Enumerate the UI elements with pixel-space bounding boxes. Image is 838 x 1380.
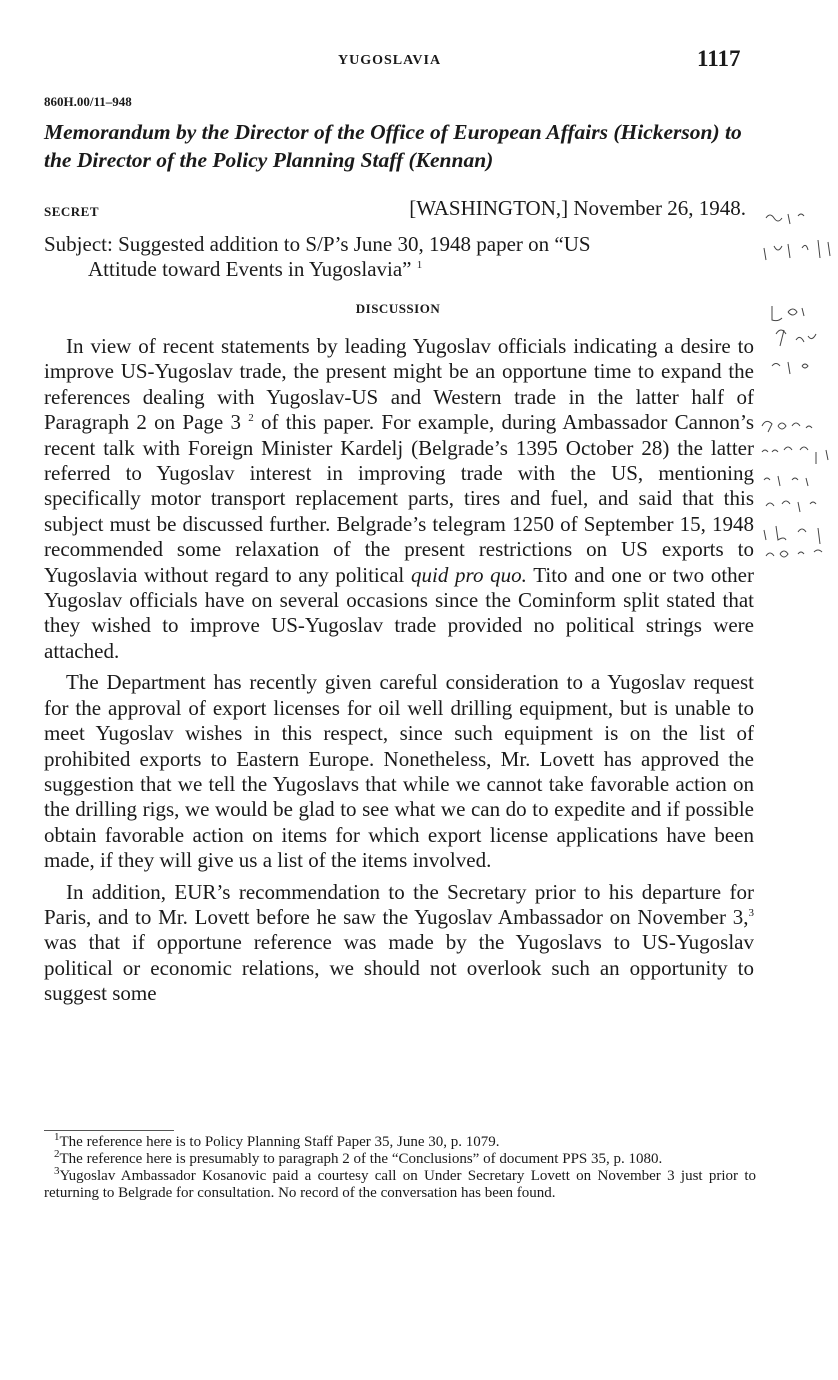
- footnote-divider: [44, 1130, 174, 1131]
- paragraph-1-part-b: of this paper. For example, during Ambassador Cannon’s recent talk with Foreign Minister Kardelj (Belgrade’s 1395 October 28) the latter referred to Yugoslav interest in improving trade with the US, mentioning specifically motor transport replacement parts, tires and fuel, and said that this subject must be discussed further. Belgrade’s telegram 1250 of September 15, 1948 recommended some relaxation of the present restrictions on US exports to Yugoslavia without regard to any political: [44, 410, 754, 587]
- file-number: 860H.00/11–948: [44, 94, 132, 109]
- footnote-3-mark: 3: [54, 1165, 60, 1177]
- footnote-ref-2: 2: [248, 412, 254, 425]
- page-number: 1117: [697, 46, 741, 71]
- footnote-1-mark: 1: [54, 1131, 60, 1143]
- footnote-2-text: The reference here is presumably to paragraph 2 of the “Conclusions” of document PPS 35, p. 1080.: [59, 1151, 663, 1167]
- paragraph-1-italic: quid pro quo.: [410, 562, 527, 587]
- memo-title: Memorandum by the Director of the Office of European Affairs (Hickerson) to the Director of the Policy Planning Staff (Kennan): [44, 120, 742, 172]
- discussion-heading: DISCUSSION: [355, 301, 441, 316]
- footnote-2-mark: 2: [54, 1148, 60, 1160]
- subject-label: Subject:: [44, 232, 113, 256]
- footnotes: [44, 1131, 756, 1202]
- paragraph-2: The Department has recently given careful consideration to a Yugoslav request for the approval of export licenses for oil well drilling equipment, but is unable to meet Yugoslav wishes in this respect, since such equipment is on the list of prohibited exports to Eastern Europe. Nonetheless, Mr. Lovett has approved the suggestion that we tell the Yugoslavs that while we cannot take favorable action on the drilling rigs, we would be glad to see what we can do to expedite and if possible obtain favorable action on items for which export license applications have been made, if they will give us a list of the items involved.: [44, 670, 754, 873]
- paragraph-3-part-a: In addition, EUR’s recommendation to the Secretary prior to his departure for Paris, and to Mr. Lovett before he saw the Yugoslav Ambassador on November 3,: [44, 879, 754, 929]
- paragraph-1: [44, 334, 754, 664]
- footnote-ref-1: 1: [416, 259, 423, 271]
- body-text: [44, 334, 754, 1013]
- paragraph-3-part-b: was that if opportune reference was made by the Yugoslavs to US-Yugoslav political or economic relations, we should not overlook such an opportunity to suggest some: [44, 930, 754, 1006]
- footnote-1-text: The reference here is to Policy Planning Staff Paper 35, June 30, p. 1079.: [59, 1134, 500, 1150]
- subject-text-line1: Suggested addition to S/P’s June 30, 1948 paper on “US: [118, 232, 591, 256]
- running-title: YUGOSLAVIA: [338, 53, 442, 68]
- paragraph-1-part-c: Tito and one or two other Yugoslav officials have on several occasions since the Cominform split stated that they wished to improve US-Yugoslav trade provided no political strings were attached.: [44, 562, 754, 663]
- subject-line: [44, 232, 752, 282]
- footnote-3: [44, 1165, 756, 1202]
- running-header: [0, 46, 838, 74]
- footnote-2: [44, 1148, 756, 1168]
- paragraph-3: [44, 880, 754, 1007]
- dateline: [WASHINGTON,] November 26, 1948.: [409, 196, 746, 220]
- footnote-3-text: Yugoslav Ambassador Kosanovic paid a courtesy call on Under Secretary Lovett on November 3 just prior to returning to Belgrade for consultation. No record of the conversation has been found.: [44, 1168, 756, 1201]
- handwriting-scribbles: [758, 200, 838, 580]
- classification-label: SECRET: [44, 204, 100, 219]
- subject-text-line2: Attitude toward Events in Yugoslavia”: [88, 257, 412, 281]
- footnote-ref-3: 3: [748, 906, 754, 919]
- footnote-1: [44, 1131, 756, 1151]
- subject-text-line2-wrap: [44, 257, 752, 282]
- paragraph-1-part-a: In view of recent statements by leading Yugoslav officials indicating a desire to improve US-Yugoslav trade, the present might be an opportune time to expand the references dealing with Yugoslav-US and Western trade in the latter half of Paragraph 2 on Page 3: [44, 334, 754, 435]
- handwritten-margin-notes: [758, 200, 838, 580]
